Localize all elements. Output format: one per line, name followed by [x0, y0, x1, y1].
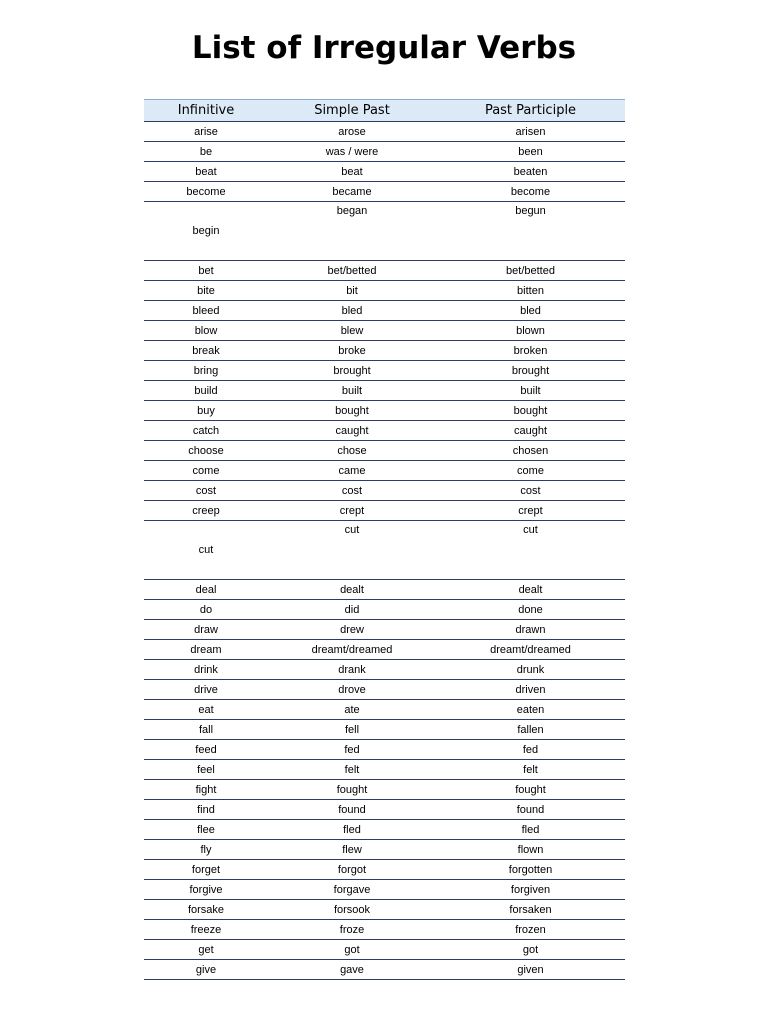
infinitive-cell: freeze — [144, 920, 268, 940]
table-row — [144, 960, 625, 980]
simple-past-cell: bit — [268, 281, 436, 301]
table-row — [144, 700, 625, 720]
simple-past-cell: chose — [268, 441, 436, 461]
past-participle-cell: forgotten — [436, 860, 625, 880]
simple-past-cell: bet/betted — [268, 261, 436, 281]
infinitive-cell: forsake — [144, 900, 268, 920]
simple-past-cell: did — [268, 600, 436, 620]
simple-past-cell: froze — [268, 920, 436, 940]
simple-past-cell: flew — [268, 840, 436, 860]
infinitive-cell: feed — [144, 740, 268, 760]
past-participle-cell: drawn — [436, 620, 625, 640]
past-participle-cell: come — [436, 461, 625, 481]
infinitive-cell: give — [144, 960, 268, 980]
simple-past-cell: forgot — [268, 860, 436, 880]
simple-past-cell: began — [268, 202, 436, 261]
table-row — [144, 441, 625, 461]
table-row — [144, 660, 625, 680]
simple-past-cell: caught — [268, 421, 436, 441]
table-row — [144, 620, 625, 640]
table-row — [144, 341, 625, 361]
infinitive-cell: creep — [144, 501, 268, 521]
table-row — [144, 122, 625, 142]
table-row — [144, 481, 625, 501]
table-row — [144, 361, 625, 381]
table-row — [144, 202, 625, 261]
past-participle-cell: built — [436, 381, 625, 401]
past-participle-cell: fed — [436, 740, 625, 760]
table-row — [144, 760, 625, 780]
table-row — [144, 421, 625, 441]
irregular-verbs-table — [144, 99, 625, 980]
simple-past-cell: built — [268, 381, 436, 401]
infinitive-cell: beat — [144, 162, 268, 182]
past-participle-cell: drunk — [436, 660, 625, 680]
infinitive-cell: bite — [144, 281, 268, 301]
simple-past-cell: dreamt/dreamed — [268, 640, 436, 660]
past-participle-cell: given — [436, 960, 625, 980]
simple-past-cell: drove — [268, 680, 436, 700]
simple-past-cell: felt — [268, 760, 436, 780]
table-row — [144, 401, 625, 421]
table-row — [144, 880, 625, 900]
simple-past-cell: broke — [268, 341, 436, 361]
past-participle-cell: got — [436, 940, 625, 960]
infinitive-cell: forgive — [144, 880, 268, 900]
infinitive-cell: blow — [144, 321, 268, 341]
table-row — [144, 920, 625, 940]
simple-past-cell: crept — [268, 501, 436, 521]
table-row — [144, 261, 625, 281]
past-participle-cell: caught — [436, 421, 625, 441]
infinitive-cell: bet — [144, 261, 268, 281]
infinitive-cell: catch — [144, 421, 268, 441]
table-row — [144, 720, 625, 740]
simple-past-cell: drew — [268, 620, 436, 640]
table-row — [144, 820, 625, 840]
table-row — [144, 461, 625, 481]
table-row — [144, 321, 625, 341]
past-participle-cell: done — [436, 600, 625, 620]
column-header-simple-past: Simple Past — [268, 100, 436, 122]
past-participle-cell: brought — [436, 361, 625, 381]
simple-past-cell: was / were — [268, 142, 436, 162]
past-participle-cell: broken — [436, 341, 625, 361]
simple-past-cell: bled — [268, 301, 436, 321]
past-participle-cell: bitten — [436, 281, 625, 301]
infinitive-cell: choose — [144, 441, 268, 461]
infinitive-cell: flee — [144, 820, 268, 840]
simple-past-cell: blew — [268, 321, 436, 341]
infinitive-cell: drink — [144, 660, 268, 680]
infinitive-cell: bring — [144, 361, 268, 381]
past-participle-cell: chosen — [436, 441, 625, 461]
simple-past-cell: arose — [268, 122, 436, 142]
infinitive-cell: bleed — [144, 301, 268, 321]
table-row — [144, 301, 625, 321]
infinitive-cell: eat — [144, 700, 268, 720]
infinitive-cell: arise — [144, 122, 268, 142]
simple-past-cell: drank — [268, 660, 436, 680]
infinitive-cell: build — [144, 381, 268, 401]
simple-past-cell: became — [268, 182, 436, 202]
table-header-row — [144, 100, 625, 122]
past-participle-cell: fled — [436, 820, 625, 840]
past-participle-cell: felt — [436, 760, 625, 780]
simple-past-cell: ate — [268, 700, 436, 720]
infinitive-cell: dream — [144, 640, 268, 660]
infinitive-cell: break — [144, 341, 268, 361]
past-participle-cell: forsaken — [436, 900, 625, 920]
past-participle-cell: fallen — [436, 720, 625, 740]
table-row — [144, 381, 625, 401]
simple-past-cell: came — [268, 461, 436, 481]
infinitive-cell: buy — [144, 401, 268, 421]
table-row — [144, 640, 625, 660]
past-participle-cell: bled — [436, 301, 625, 321]
simple-past-cell: gave — [268, 960, 436, 980]
past-participle-cell: flown — [436, 840, 625, 860]
simple-past-cell: cut — [268, 521, 436, 580]
past-participle-cell: bought — [436, 401, 625, 421]
past-participle-cell: arisen — [436, 122, 625, 142]
past-participle-cell: dealt — [436, 580, 625, 600]
table-row — [144, 281, 625, 301]
simple-past-cell: got — [268, 940, 436, 960]
page-title: List of Irregular Verbs — [191, 30, 577, 66]
table-row — [144, 840, 625, 860]
infinitive-cell: do — [144, 600, 268, 620]
past-participle-cell: eaten — [436, 700, 625, 720]
past-participle-cell: frozen — [436, 920, 625, 940]
infinitive-cell: get — [144, 940, 268, 960]
column-header-past-participle: Past Participle — [436, 100, 625, 122]
past-participle-cell: crept — [436, 501, 625, 521]
past-participle-cell: beaten — [436, 162, 625, 182]
table-row — [144, 860, 625, 880]
past-participle-cell: bet/betted — [436, 261, 625, 281]
infinitive-cell: fly — [144, 840, 268, 860]
infinitive-cell: drive — [144, 680, 268, 700]
table-row — [144, 521, 625, 580]
simple-past-cell: forsook — [268, 900, 436, 920]
table-row — [144, 142, 625, 162]
infinitive-cell: draw — [144, 620, 268, 640]
simple-past-cell: cost — [268, 481, 436, 501]
past-participle-cell: driven — [436, 680, 625, 700]
table-row — [144, 680, 625, 700]
past-participle-cell: blown — [436, 321, 625, 341]
infinitive-cell: cost — [144, 481, 268, 501]
simple-past-cell: beat — [268, 162, 436, 182]
past-participle-cell: been — [436, 142, 625, 162]
past-participle-cell: cut — [436, 521, 625, 580]
table-row — [144, 900, 625, 920]
table-row — [144, 780, 625, 800]
past-participle-cell: found — [436, 800, 625, 820]
infinitive-cell: become — [144, 182, 268, 202]
simple-past-cell: found — [268, 800, 436, 820]
table-row — [144, 800, 625, 820]
simple-past-cell: fought — [268, 780, 436, 800]
table-row — [144, 600, 625, 620]
past-participle-cell: cost — [436, 481, 625, 501]
infinitive-cell: be — [144, 142, 268, 162]
simple-past-cell: fled — [268, 820, 436, 840]
simple-past-cell: fed — [268, 740, 436, 760]
infinitive-cell: cut — [144, 521, 268, 580]
simple-past-cell: brought — [268, 361, 436, 381]
table-row — [144, 580, 625, 600]
infinitive-cell: fight — [144, 780, 268, 800]
infinitive-cell: find — [144, 800, 268, 820]
column-header-infinitive: Infinitive — [144, 100, 268, 122]
simple-past-cell: bought — [268, 401, 436, 421]
past-participle-cell: dreamt/dreamed — [436, 640, 625, 660]
infinitive-cell: begin — [144, 202, 268, 261]
simple-past-cell: forgave — [268, 880, 436, 900]
infinitive-cell: come — [144, 461, 268, 481]
table-row — [144, 501, 625, 521]
simple-past-cell: fell — [268, 720, 436, 740]
table-row — [144, 940, 625, 960]
infinitive-cell: forget — [144, 860, 268, 880]
past-participle-cell: forgiven — [436, 880, 625, 900]
simple-past-cell: dealt — [268, 580, 436, 600]
past-participle-cell: begun — [436, 202, 625, 261]
infinitive-cell: deal — [144, 580, 268, 600]
past-participle-cell: fought — [436, 780, 625, 800]
table-row — [144, 182, 625, 202]
past-participle-cell: become — [436, 182, 625, 202]
table-row — [144, 740, 625, 760]
table-row — [144, 162, 625, 182]
infinitive-cell: feel — [144, 760, 268, 780]
infinitive-cell: fall — [144, 720, 268, 740]
